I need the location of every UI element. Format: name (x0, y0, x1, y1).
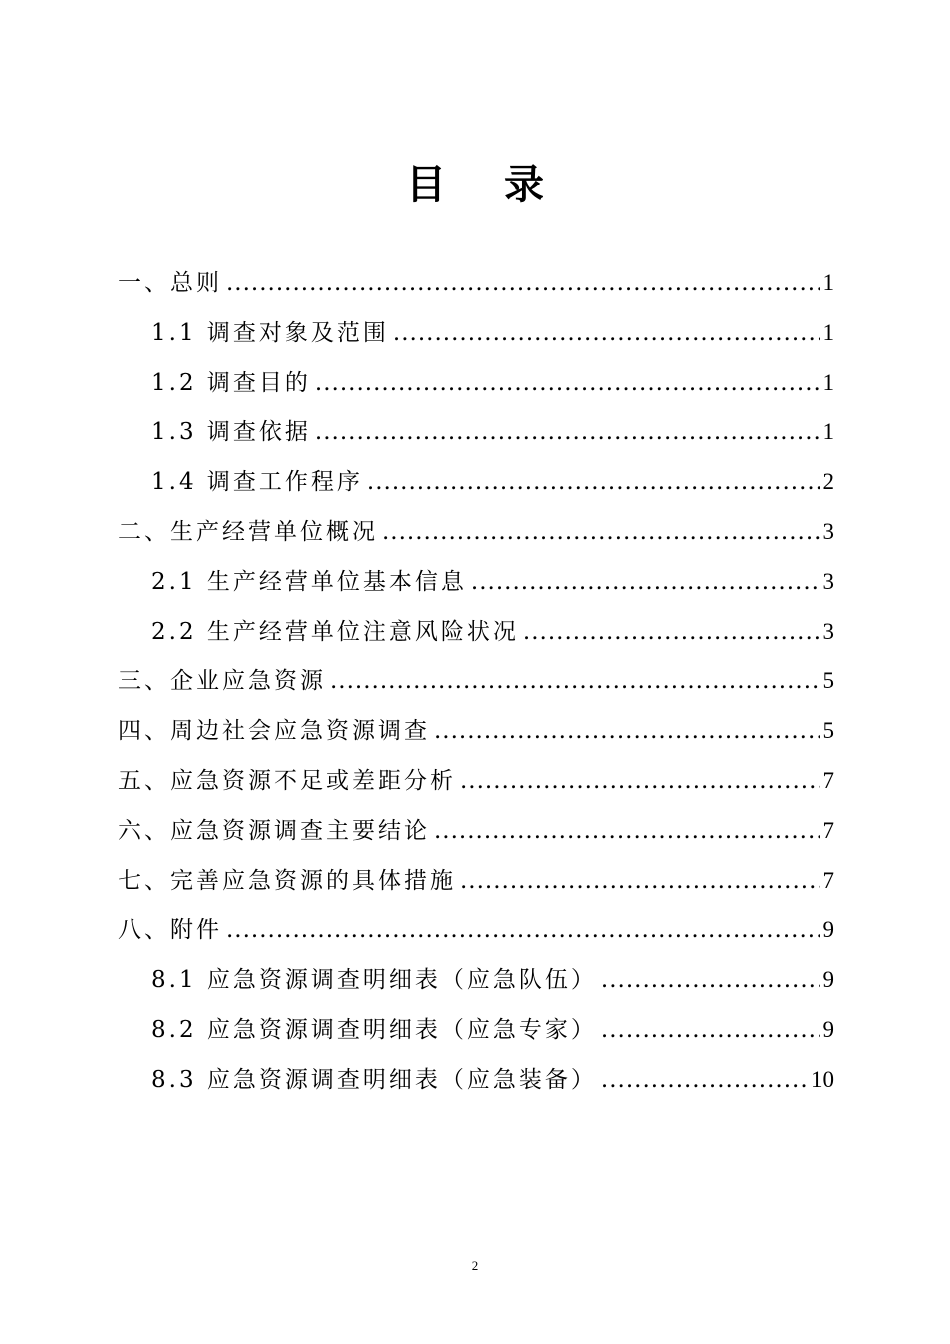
toc-entry-page: 3 (822, 568, 834, 594)
toc-dot-leader (601, 1056, 808, 1106)
toc-entry-label: 1.1 调查对象及范围 (151, 319, 389, 346)
toc-entry-1-2[interactable] (118, 358, 834, 408)
toc-dot-leader (226, 906, 820, 956)
toc-entry-page: 5 (822, 668, 834, 694)
toc-entry-measures[interactable] (118, 856, 834, 906)
toc-dot-leader (601, 1006, 820, 1056)
toc-entry-page: 2 (822, 469, 834, 495)
toc-dot-leader (330, 657, 820, 707)
toc-entry-1-4[interactable] (118, 457, 834, 507)
toc-entry-label: 一、总则 (118, 270, 222, 296)
toc-entry-page: 7 (822, 767, 834, 793)
toc-entry-page: 5 (822, 718, 834, 744)
toc-entry-label: 七、完善应急资源的具体措施 (118, 867, 456, 894)
toc-dot-leader (382, 508, 820, 558)
toc-dot-leader (460, 757, 820, 807)
toc-entry-page: 1 (822, 319, 834, 345)
toc-entry-label: 四、周边社会应急资源调查 (118, 718, 430, 745)
toc-entry-label: 六、应急资源调查主要结论 (118, 817, 430, 844)
toc-dot-leader (523, 608, 820, 658)
toc-entry-page: 1 (822, 419, 834, 445)
toc-entry-1-3[interactable] (118, 407, 834, 457)
toc-entry-2-1[interactable] (118, 557, 834, 607)
toc-entry-label: 2.1 生产经营单位基本信息 (151, 568, 467, 595)
toc-entry-label: 8.3 应急资源调查明细表（应急装备） (151, 1066, 597, 1093)
toc-entry-page: 1 (822, 369, 834, 395)
toc-entry-8-1[interactable] (118, 955, 834, 1005)
toc-entry-label: 2.2 生产经营单位注意风险状况 (151, 618, 519, 645)
toc-dot-leader (315, 408, 820, 458)
toc-entry-label: 8.1 应急资源调查明细表（应急队伍） (151, 967, 597, 994)
toc-entry-page: 1 (822, 270, 834, 295)
toc-dot-leader (367, 458, 820, 508)
toc-dot-leader (434, 707, 820, 757)
toc-entry-2-2[interactable] (118, 607, 834, 657)
toc-entry-social-resources[interactable] (118, 706, 834, 756)
toc-entry-1-1[interactable] (118, 308, 834, 358)
toc-dot-leader (601, 956, 820, 1006)
toc-dot-leader (471, 558, 820, 608)
toc-dot-leader (434, 807, 820, 857)
toc-entry-page: 10 (811, 1066, 834, 1092)
toc-entry-label: 五、应急资源不足或差距分析 (118, 767, 456, 794)
toc-entry-enterprise-resources[interactable] (118, 656, 834, 706)
toc-entry-label: 1.4 调查工作程序 (151, 469, 363, 496)
toc-entry-label: 1.3 调查依据 (151, 419, 311, 446)
toc-dot-leader (460, 857, 820, 907)
toc-entry-unit-overview[interactable] (118, 507, 834, 557)
toc-entry-appendix[interactable] (118, 905, 834, 955)
toc-entry-page: 7 (822, 867, 834, 893)
toc-entry-gap-analysis[interactable] (118, 756, 834, 806)
toc-entry-label: 8.2 应急资源调查明细表（应急专家） (151, 1016, 597, 1043)
page-number: 2 (471, 1258, 479, 1273)
toc-entry-label: 三、企业应急资源 (118, 668, 326, 695)
toc-entry-page: 3 (822, 618, 834, 644)
toc-entry-page: 7 (822, 817, 834, 843)
toc-entry-page: 9 (822, 1016, 834, 1042)
toc-entry-8-2[interactable] (118, 1005, 834, 1055)
toc-entry-page: 3 (822, 518, 834, 544)
table-of-contents (118, 258, 834, 1105)
toc-dot-leader (315, 359, 820, 409)
toc-entry-8-3[interactable] (118, 1055, 834, 1105)
toc-entry-page: 9 (822, 917, 834, 943)
toc-dot-leader (226, 259, 820, 309)
toc-entry-label: 八、附件 (118, 917, 222, 944)
toc-entry-general[interactable] (118, 258, 834, 308)
toc-entry-label: 1.2 调查目的 (151, 369, 311, 396)
toc-entry-page: 9 (822, 967, 834, 993)
toc-entry-conclusions[interactable] (118, 806, 834, 856)
toc-dot-leader (393, 309, 820, 359)
toc-entry-label: 二、生产经营单位概况 (118, 518, 378, 545)
page-title: 目录 (406, 160, 602, 208)
